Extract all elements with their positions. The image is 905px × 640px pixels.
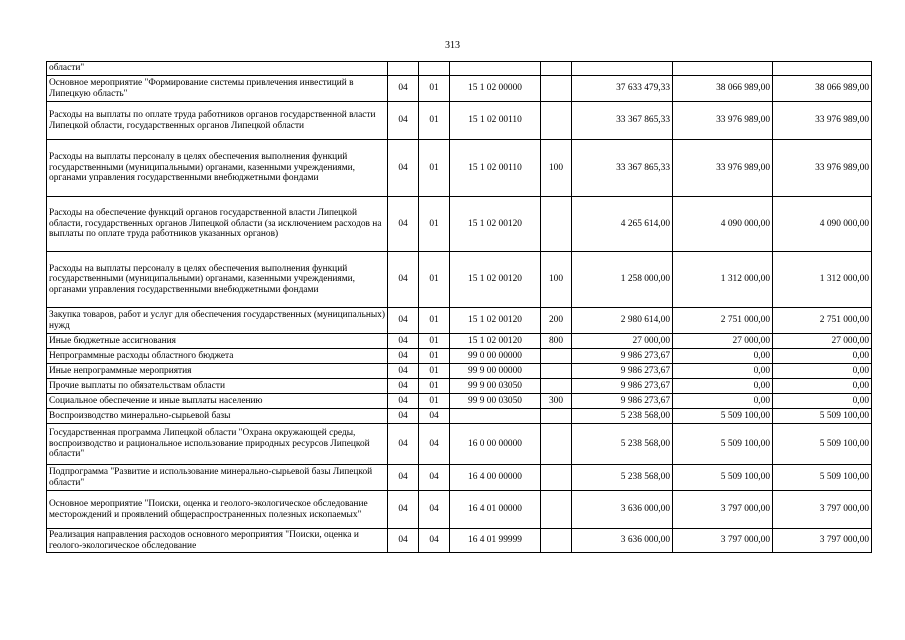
table-row — [47, 364, 872, 379]
amount-year3-cell: 3 797 000,00 — [773, 529, 872, 553]
expense-type-cell: 200 — [541, 308, 572, 334]
amount-year1-cell: 37 633 479,33 — [572, 76, 673, 102]
budget-table — [46, 61, 872, 553]
amount-year3-cell: 33 976 989,00 — [773, 140, 872, 197]
section-cell: 04 — [388, 529, 419, 553]
amount-year2-cell: 2 751 000,00 — [673, 308, 773, 334]
amount-year3-cell: 38 066 989,00 — [773, 76, 872, 102]
row-name-cell: Основное мероприятие "Поиски, оценка и геолого-экологическое обследование месторождений и проявлений общераспространенных полезных ископаемых" — [47, 491, 388, 529]
expense-type-cell: 800 — [541, 334, 572, 349]
target-code-cell: 15 1 02 00110 — [450, 102, 541, 140]
section-cell: 04 — [388, 252, 419, 308]
subsection-cell: 01 — [419, 308, 450, 334]
table-row — [47, 76, 872, 102]
expense-type-cell: 100 — [541, 140, 572, 197]
amount-year1-cell: 9 986 273,67 — [572, 379, 673, 394]
section-cell: 04 — [388, 409, 419, 424]
amount-year1-cell: 2 980 614,00 — [572, 308, 673, 334]
target-code-cell: 16 4 01 00000 — [450, 491, 541, 529]
expense-type-cell — [541, 76, 572, 102]
section-cell: 04 — [388, 465, 419, 491]
amount-year3-cell: 3 797 000,00 — [773, 491, 872, 529]
subsection-cell: 04 — [419, 424, 450, 465]
row-name-cell: Расходы на обеспечение функций органов государственной власти Липецкой области, государственных органов Липецкой области (за исключением расходов на выплаты по оплате труда работников указанных органов) — [47, 197, 388, 252]
amount-year1-cell: 3 636 000,00 — [572, 491, 673, 529]
amount-year2-cell: 5 509 100,00 — [673, 424, 773, 465]
amount-year3-cell: 1 312 000,00 — [773, 252, 872, 308]
section-cell: 04 — [388, 349, 419, 364]
amount-year2-cell: 0,00 — [673, 364, 773, 379]
section-cell: 04 — [388, 197, 419, 252]
section-cell: 04 — [388, 140, 419, 197]
table-row — [47, 394, 872, 409]
expense-type-cell — [541, 364, 572, 379]
table-body — [47, 62, 872, 553]
amount-year1-cell: 9 986 273,67 — [572, 364, 673, 379]
table-row — [47, 140, 872, 197]
amount-year2-cell: 3 797 000,00 — [673, 491, 773, 529]
row-name-cell: области" — [47, 62, 388, 76]
subsection-cell: 04 — [419, 465, 450, 491]
amount-year1-cell — [572, 62, 673, 76]
target-code-cell: 99 9 00 03050 — [450, 379, 541, 394]
subsection-cell: 04 — [419, 491, 450, 529]
subsection-cell: 04 — [419, 409, 450, 424]
amount-year2-cell: 3 797 000,00 — [673, 529, 773, 553]
target-code-cell: 15 1 02 00000 — [450, 76, 541, 102]
table-row — [47, 308, 872, 334]
amount-year2-cell: 0,00 — [673, 394, 773, 409]
amount-year2-cell: 27 000,00 — [673, 334, 773, 349]
amount-year3-cell: 0,00 — [773, 379, 872, 394]
section-cell: 04 — [388, 491, 419, 529]
target-code-cell: 16 0 00 00000 — [450, 424, 541, 465]
target-code-cell — [450, 62, 541, 76]
table-row — [47, 465, 872, 491]
section-cell: 04 — [388, 379, 419, 394]
amount-year2-cell: 33 976 989,00 — [673, 140, 773, 197]
subsection-cell: 01 — [419, 379, 450, 394]
amount-year1-cell: 5 238 568,00 — [572, 424, 673, 465]
expense-type-cell — [541, 197, 572, 252]
page-number: 313 — [445, 40, 460, 51]
subsection-cell: 01 — [419, 394, 450, 409]
expense-type-cell: 300 — [541, 394, 572, 409]
amount-year2-cell: 33 976 989,00 — [673, 102, 773, 140]
row-name-cell: Реализация направления расходов основного мероприятия "Поиски, оценка и геолого-экологическое обследование — [47, 529, 388, 553]
target-code-cell: 16 4 00 00000 — [450, 465, 541, 491]
table-row — [47, 62, 872, 76]
row-name-cell: Прочие выплаты по обязательствам области — [47, 379, 388, 394]
table-row — [47, 529, 872, 553]
amount-year1-cell: 1 258 000,00 — [572, 252, 673, 308]
table-row — [47, 349, 872, 364]
section-cell: 04 — [388, 308, 419, 334]
amount-year3-cell: 27 000,00 — [773, 334, 872, 349]
amount-year1-cell: 27 000,00 — [572, 334, 673, 349]
amount-year2-cell: 1 312 000,00 — [673, 252, 773, 308]
row-name-cell: Государственная программа Липецкой области "Охрана окружающей среды, воспроизводство и рациональное использование природных ресурсов Липецкой области" — [47, 424, 388, 465]
row-name-cell: Воспроизводство минерально-сырьевой базы — [47, 409, 388, 424]
subsection-cell — [419, 62, 450, 76]
expense-type-cell — [541, 349, 572, 364]
row-name-cell: Закупка товаров, работ и услуг для обеспечения государственных (муниципальных) нужд — [47, 308, 388, 334]
target-code-cell — [450, 409, 541, 424]
amount-year1-cell: 5 238 568,00 — [572, 409, 673, 424]
expense-type-cell: 100 — [541, 252, 572, 308]
target-code-cell: 15 1 02 00120 — [450, 334, 541, 349]
amount-year1-cell: 5 238 568,00 — [572, 465, 673, 491]
amount-year3-cell: 0,00 — [773, 349, 872, 364]
subsection-cell: 01 — [419, 102, 450, 140]
table-row — [47, 252, 872, 308]
table-row — [47, 334, 872, 349]
amount-year2-cell: 5 509 100,00 — [673, 409, 773, 424]
expense-type-cell — [541, 102, 572, 140]
expense-type-cell — [541, 424, 572, 465]
amount-year3-cell: 0,00 — [773, 364, 872, 379]
expense-type-cell — [541, 62, 572, 76]
target-code-cell: 15 1 02 00120 — [450, 308, 541, 334]
amount-year3-cell — [773, 62, 872, 76]
section-cell: 04 — [388, 364, 419, 379]
table-row — [47, 197, 872, 252]
expense-type-cell — [541, 409, 572, 424]
target-code-cell: 99 9 00 03050 — [450, 394, 541, 409]
table-row — [47, 379, 872, 394]
row-name-cell: Расходы на выплаты персоналу в целях обеспечения выполнения функций государственными (муниципальными) органами, казенными учреждениями, органами управления государственными внебюджетными фондами — [47, 252, 388, 308]
amount-year1-cell: 3 636 000,00 — [572, 529, 673, 553]
subsection-cell: 01 — [419, 76, 450, 102]
target-code-cell: 15 1 02 00120 — [450, 252, 541, 308]
expense-type-cell — [541, 491, 572, 529]
amount-year1-cell: 9 986 273,67 — [572, 349, 673, 364]
section-cell: 04 — [388, 334, 419, 349]
section-cell — [388, 62, 419, 76]
row-name-cell: Расходы на выплаты персоналу в целях обеспечения выполнения функций государственными (муниципальными) органами, казенными учреждениями, органами управления государственными внебюджетными фондами — [47, 140, 388, 197]
subsection-cell: 01 — [419, 364, 450, 379]
row-name-cell: Расходы на выплаты по оплате труда работников органов государственной власти Липецкой области, государственных органов Липецкой области — [47, 102, 388, 140]
row-name-cell: Социальное обеспечение и иные выплаты населению — [47, 394, 388, 409]
amount-year3-cell: 33 976 989,00 — [773, 102, 872, 140]
amount-year3-cell: 5 509 100,00 — [773, 409, 872, 424]
amount-year2-cell: 0,00 — [673, 379, 773, 394]
target-code-cell: 99 0 00 00000 — [450, 349, 541, 364]
amount-year1-cell: 9 986 273,67 — [572, 394, 673, 409]
expense-type-cell — [541, 529, 572, 553]
subsection-cell: 01 — [419, 197, 450, 252]
row-name-cell: Подпрограмма "Развитие и использование минерально-сырьевой базы Липецкой области" — [47, 465, 388, 491]
section-cell: 04 — [388, 394, 419, 409]
amount-year2-cell: 38 066 989,00 — [673, 76, 773, 102]
table-row — [47, 102, 872, 140]
section-cell: 04 — [388, 102, 419, 140]
amount-year2-cell: 5 509 100,00 — [673, 465, 773, 491]
expense-type-cell — [541, 465, 572, 491]
row-name-cell: Иные бюджетные ассигнования — [47, 334, 388, 349]
section-cell: 04 — [388, 76, 419, 102]
amount-year2-cell: 4 090 000,00 — [673, 197, 773, 252]
table-row — [47, 424, 872, 465]
amount-year3-cell: 4 090 000,00 — [773, 197, 872, 252]
amount-year2-cell: 0,00 — [673, 349, 773, 364]
amount-year3-cell: 2 751 000,00 — [773, 308, 872, 334]
target-code-cell: 15 1 02 00120 — [450, 197, 541, 252]
amount-year3-cell: 5 509 100,00 — [773, 465, 872, 491]
row-name-cell: Непрограммные расходы областного бюджета — [47, 349, 388, 364]
amount-year1-cell: 33 367 865,33 — [572, 140, 673, 197]
subsection-cell: 01 — [419, 252, 450, 308]
subsection-cell: 04 — [419, 529, 450, 553]
subsection-cell: 01 — [419, 334, 450, 349]
subsection-cell: 01 — [419, 349, 450, 364]
row-name-cell: Иные непрограммные мероприятия — [47, 364, 388, 379]
amount-year1-cell: 4 265 614,00 — [572, 197, 673, 252]
amount-year3-cell: 5 509 100,00 — [773, 424, 872, 465]
target-code-cell: 15 1 02 00110 — [450, 140, 541, 197]
subsection-cell: 01 — [419, 140, 450, 197]
table-row — [47, 491, 872, 529]
row-name-cell: Основное мероприятие "Формирование системы привлечения инвестиций в Липецкую область" — [47, 76, 388, 102]
amount-year2-cell — [673, 62, 773, 76]
amount-year3-cell: 0,00 — [773, 394, 872, 409]
target-code-cell: 99 9 00 00000 — [450, 364, 541, 379]
table-row — [47, 409, 872, 424]
expense-type-cell — [541, 379, 572, 394]
amount-year1-cell: 33 367 865,33 — [572, 102, 673, 140]
target-code-cell: 16 4 01 99999 — [450, 529, 541, 553]
section-cell: 04 — [388, 424, 419, 465]
